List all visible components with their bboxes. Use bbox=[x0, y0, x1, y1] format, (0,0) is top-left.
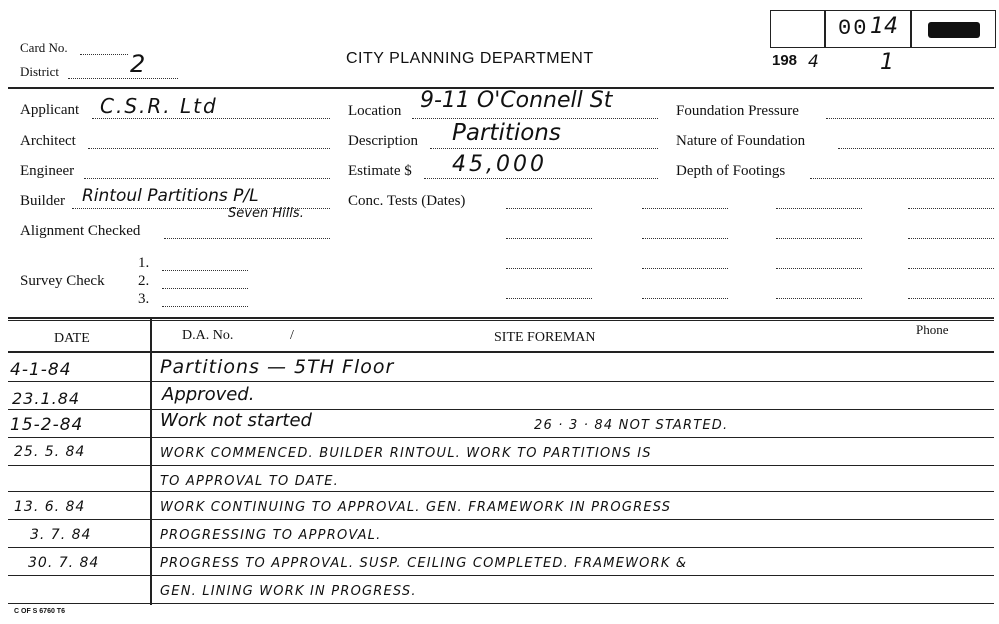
row-entry: Approved. bbox=[162, 384, 255, 405]
form-code: C OF S 6760 T6 bbox=[14, 608, 65, 615]
foundation-pressure-label: Foundation Pressure bbox=[676, 103, 799, 119]
col-header-da-no: D.A. No. bbox=[182, 328, 234, 343]
builder-label: Builder bbox=[20, 193, 65, 209]
conc-test-line bbox=[908, 268, 994, 269]
year-handwritten: 4 bbox=[808, 52, 819, 72]
row-rule bbox=[8, 381, 994, 382]
survey-item-3: 3. bbox=[138, 291, 150, 307]
row-entry: WORK CONTINUING TO APPROVAL. GEN. FRAMEWORK IN PROGRESS bbox=[160, 500, 672, 515]
row-date: 4-1-84 bbox=[10, 360, 72, 380]
card-no-line bbox=[80, 54, 128, 55]
conc-test-line bbox=[776, 268, 862, 269]
row-entry-extra: 26 · 3 · 84 NOT STARTED. bbox=[534, 418, 729, 433]
row-rule bbox=[8, 603, 994, 604]
row-entry: WORK COMMENCED. BUILDER RINTOUL. WORK TO PARTITIONS IS bbox=[160, 446, 652, 461]
ref-divider bbox=[910, 10, 912, 48]
row-rule bbox=[8, 547, 994, 548]
col-header-date: DATE bbox=[54, 331, 90, 346]
col-header-slash: / bbox=[290, 328, 294, 343]
conc-tests-label: Conc. Tests (Dates) bbox=[348, 193, 466, 209]
table-top-rule-2 bbox=[8, 320, 994, 321]
depth-footings-label: Depth of Footings bbox=[676, 163, 786, 179]
survey-line-2 bbox=[162, 288, 248, 289]
alignment-line bbox=[164, 238, 330, 239]
nature-foundation-label: Nature of Foundation bbox=[676, 133, 806, 149]
description-label: Description bbox=[348, 133, 418, 149]
card-no-label: Card No. bbox=[20, 40, 68, 55]
estimate-value: 45,000 bbox=[452, 152, 547, 177]
applicant-label: Applicant bbox=[20, 102, 80, 118]
row-rule bbox=[8, 575, 994, 576]
nature-foundation-line bbox=[838, 148, 994, 149]
row-entry: GEN. LINING WORK IN PROGRESS. bbox=[160, 584, 417, 599]
table-top-rule bbox=[8, 317, 994, 319]
conc-test-line bbox=[642, 208, 728, 209]
row-entry: PROGRESSING TO APPROVAL. bbox=[160, 528, 382, 543]
row-entry: TO APPROVAL TO DATE. bbox=[160, 474, 339, 489]
page-title: CITY PLANNING DEPARTMENT bbox=[346, 50, 594, 67]
location-value: 9-11 O'Connell St bbox=[420, 88, 613, 113]
conc-test-line bbox=[776, 238, 862, 239]
conc-test-line bbox=[642, 298, 728, 299]
survey-line-1 bbox=[162, 270, 248, 271]
survey-item-1: 1. bbox=[138, 255, 150, 271]
row-rule bbox=[8, 437, 994, 438]
survey-line-3 bbox=[162, 306, 248, 307]
col-header-phone: Phone bbox=[916, 322, 949, 337]
description-line bbox=[430, 148, 658, 149]
location-line bbox=[412, 118, 658, 119]
estimate-line bbox=[424, 178, 658, 179]
architect-line bbox=[88, 148, 330, 149]
conc-test-line bbox=[506, 208, 592, 209]
conc-test-line bbox=[506, 298, 592, 299]
row-rule bbox=[8, 465, 994, 466]
district-label: District bbox=[20, 64, 59, 79]
row-entry: Work not started bbox=[160, 410, 312, 431]
survey-label: Survey Check bbox=[20, 273, 105, 289]
redaction-mark bbox=[928, 22, 980, 38]
foundation-pressure-line bbox=[826, 118, 994, 119]
conc-test-line bbox=[908, 208, 994, 209]
location-label: Location bbox=[348, 103, 402, 119]
conc-test-line bbox=[776, 208, 862, 209]
applicant-line bbox=[92, 118, 330, 119]
row-date: 15-2-84 bbox=[10, 415, 84, 435]
conc-test-line bbox=[506, 238, 592, 239]
district-value: 2 bbox=[130, 50, 146, 78]
row-rule bbox=[8, 519, 994, 520]
estimate-label: Estimate $ bbox=[348, 163, 412, 179]
description-value: Partitions bbox=[452, 120, 561, 146]
engineer-label: Engineer bbox=[20, 163, 75, 179]
ref-divider bbox=[824, 10, 826, 48]
table-column-divider bbox=[150, 318, 152, 605]
alignment-label: Alignment Checked bbox=[20, 223, 141, 239]
row-rule bbox=[8, 491, 994, 492]
row-entry: PROGRESS TO APPROVAL. SUSP. CEILING COMPLETED. FRAMEWORK & bbox=[160, 556, 688, 571]
row-date: 25. 5. 84 bbox=[14, 444, 86, 460]
architect-label: Architect bbox=[20, 133, 76, 149]
row-entry: Partitions — 5TH Floor bbox=[160, 356, 395, 378]
district-line bbox=[68, 78, 178, 79]
conc-test-line bbox=[506, 268, 592, 269]
row-rule bbox=[8, 409, 994, 410]
ref-printed: 00 bbox=[838, 16, 869, 41]
sub-number: 1 bbox=[880, 50, 894, 75]
ref-handwritten: 14 bbox=[870, 14, 898, 39]
builder-value: Rintoul Partitions P/L bbox=[82, 186, 259, 206]
depth-footings-line bbox=[810, 178, 994, 179]
conc-test-line bbox=[642, 238, 728, 239]
col-header-site-foreman: SITE FOREMAN bbox=[494, 330, 596, 345]
survey-item-2: 2. bbox=[138, 273, 150, 289]
conc-test-line bbox=[908, 238, 994, 239]
row-date: 23.1.84 bbox=[12, 389, 81, 408]
conc-test-line bbox=[776, 298, 862, 299]
row-date: 13. 6. 84 bbox=[14, 499, 86, 515]
builder-suburb: Seven Hills. bbox=[228, 206, 304, 221]
applicant-value: C.S.R. Ltd bbox=[100, 94, 218, 118]
row-date: 3. 7. 84 bbox=[30, 527, 92, 543]
engineer-line bbox=[84, 178, 330, 179]
conc-test-line bbox=[908, 298, 994, 299]
row-date: 30. 7. 84 bbox=[28, 555, 100, 571]
conc-test-line bbox=[642, 268, 728, 269]
year-printed: 198 bbox=[772, 52, 798, 69]
table-header-rule bbox=[8, 351, 994, 353]
